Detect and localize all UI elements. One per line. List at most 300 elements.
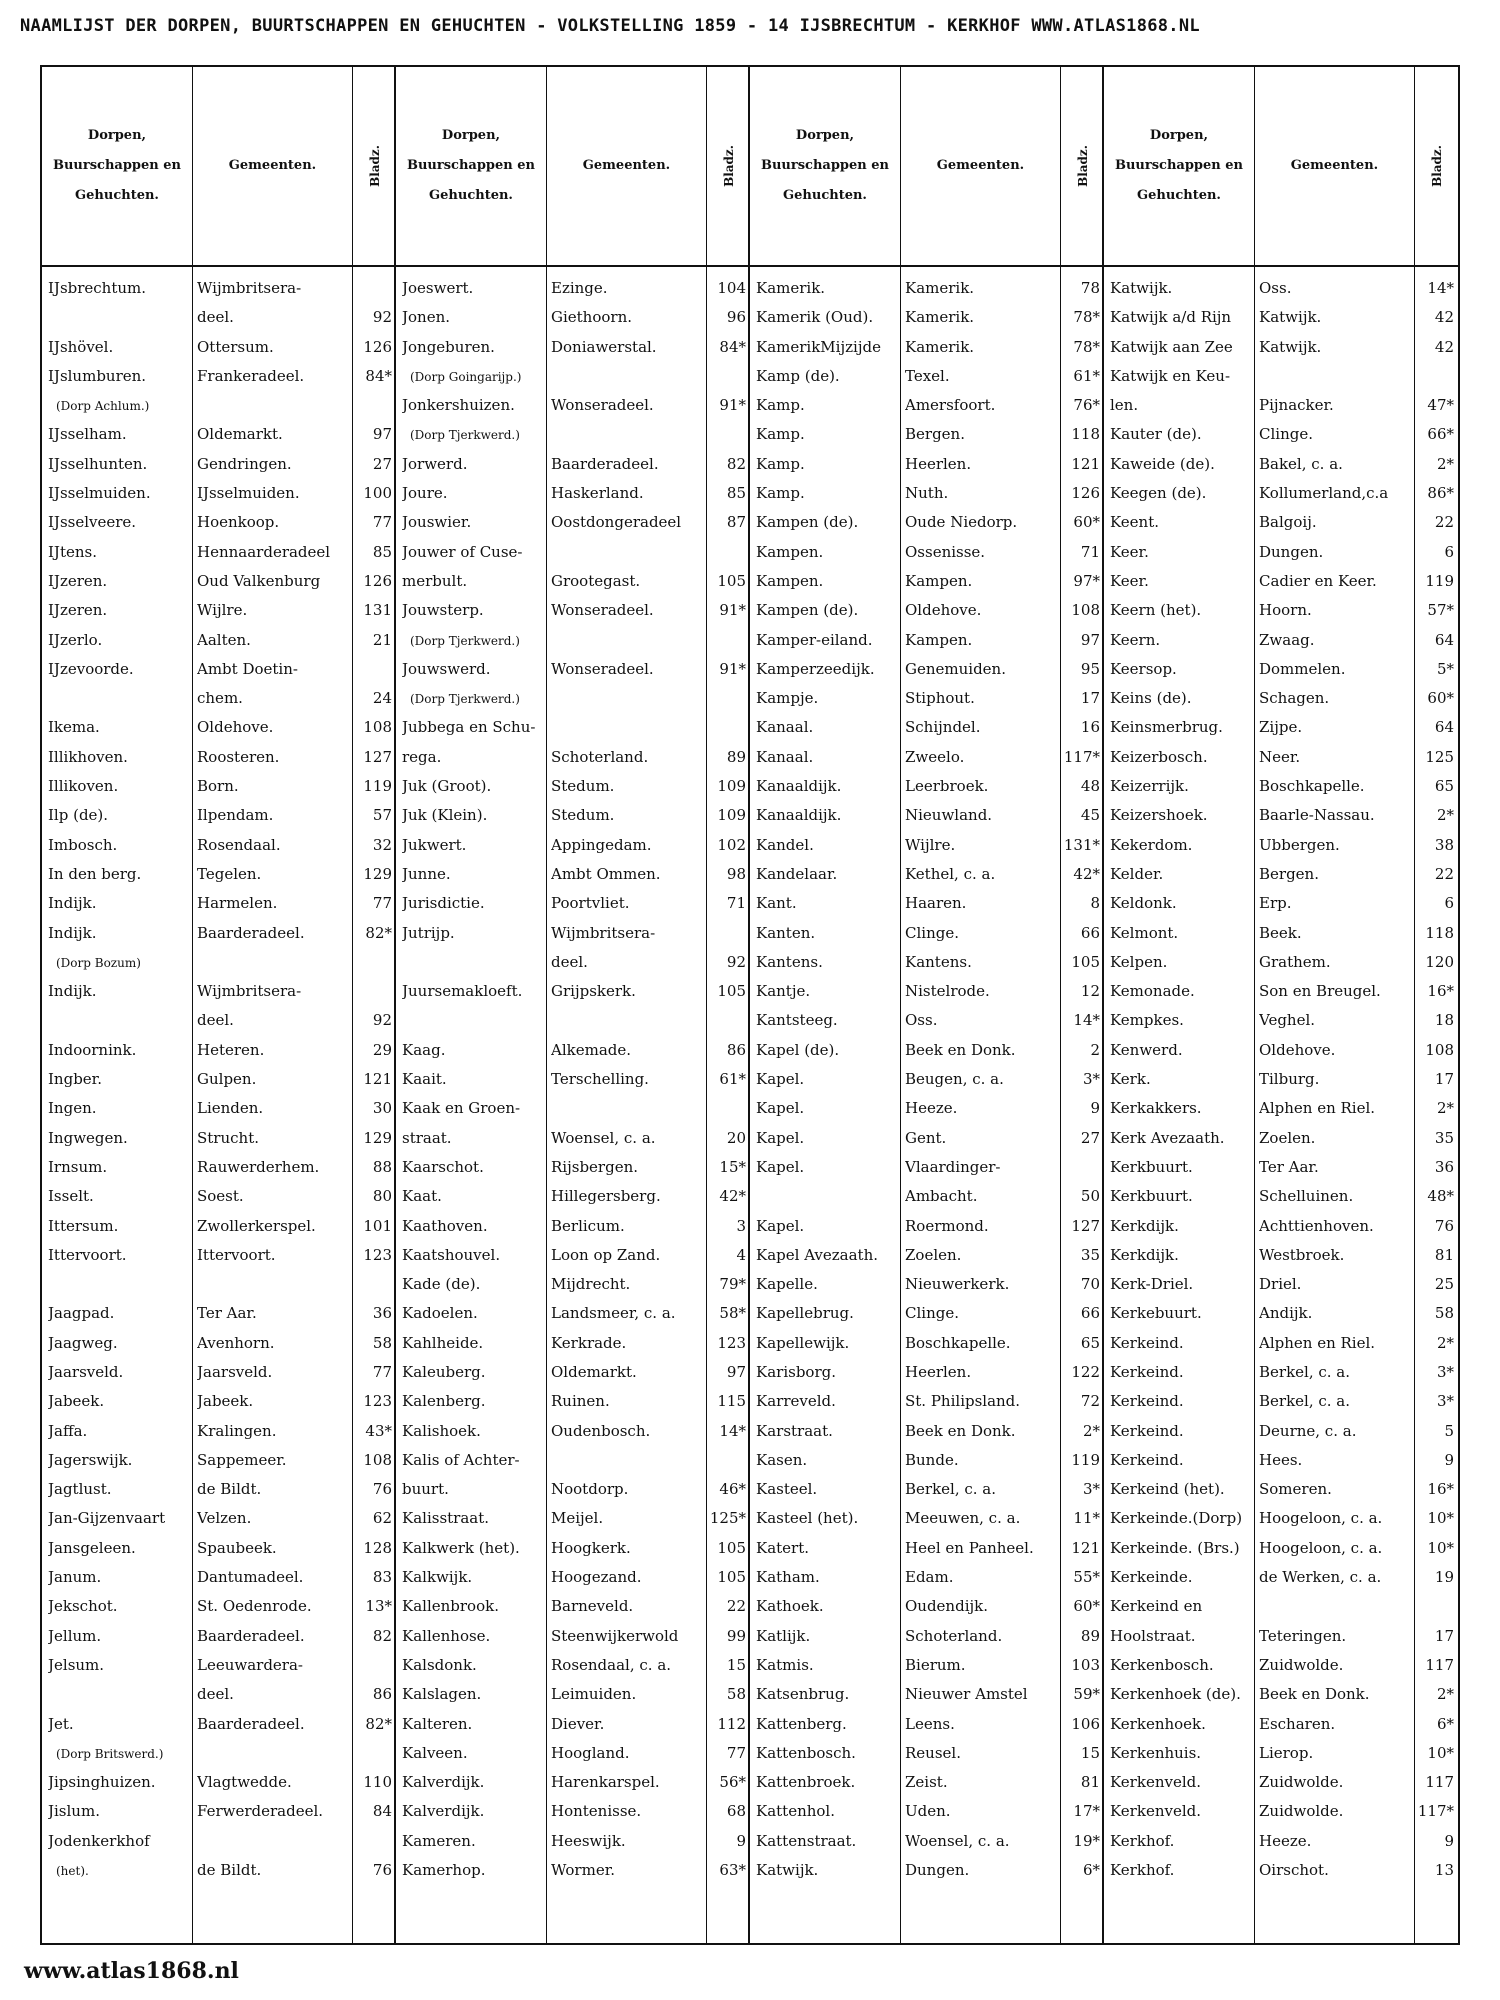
- table-row: [396, 804, 748, 833]
- place-name: Kerkeind (het).: [1110, 1480, 1225, 1499]
- municipality-name: Rosendaal.: [197, 835, 281, 854]
- place-name: Kerkbuurt.: [1110, 1157, 1193, 1176]
- municipality-name: Wijmbritsera-: [197, 279, 302, 297]
- page-number: 71: [726, 894, 746, 913]
- page-number: 71: [1080, 542, 1100, 561]
- page-number: 63*: [719, 1861, 746, 1880]
- table-row: [396, 1566, 748, 1595]
- place-name: Katwijk.: [756, 1861, 819, 1880]
- municipality-name: Oss.: [905, 1011, 938, 1030]
- table-row: [396, 1009, 748, 1038]
- page-number: 125*: [709, 1509, 746, 1528]
- table-row: [750, 1097, 1102, 1126]
- municipality-name: Genemuiden.: [905, 659, 1006, 678]
- table-row: [42, 1830, 394, 1859]
- municipality-name: Terschelling.: [551, 1070, 649, 1089]
- municipality-name: IJsselmuiden.: [197, 484, 300, 503]
- table-row: [1104, 1039, 1458, 1068]
- municipality-name: Schoterland.: [551, 747, 649, 766]
- municipality-name: Hoogeloon, c. a.: [1259, 1538, 1383, 1557]
- page-number: 47*: [1427, 396, 1454, 415]
- place-name: Jislum.: [48, 1802, 100, 1821]
- place-name: Illikhoven.: [48, 747, 128, 766]
- place-name: Ittersum.: [48, 1216, 119, 1235]
- municipality-name: Veghel.: [1259, 1011, 1316, 1030]
- municipality-name: Schelluinen.: [1259, 1187, 1354, 1206]
- municipality-name: Alkemade.: [551, 1040, 632, 1059]
- place-name: Keizerbosch.: [1110, 747, 1208, 766]
- page-number: 121: [363, 1070, 392, 1089]
- page-number: 15: [1080, 1743, 1100, 1762]
- table-row: [750, 1859, 1102, 1888]
- page-number: 56*: [719, 1773, 746, 1792]
- place-name: Kerkeind.: [1110, 1421, 1184, 1440]
- page-number: 25: [1434, 1275, 1454, 1294]
- municipality-name: St. Oedenrode.: [197, 1597, 312, 1616]
- page-number: 18: [1434, 1011, 1454, 1030]
- municipality-name: Oldemarkt.: [197, 425, 283, 444]
- table-row: [750, 746, 1102, 775]
- municipality-name: Avenhorn.: [197, 1333, 275, 1352]
- table-row: [42, 1654, 394, 1683]
- place-name: Kathoek.: [756, 1597, 824, 1616]
- page-number: 21: [372, 630, 392, 649]
- municipality-name: Grijpskerk.: [551, 982, 636, 1001]
- place-name: Kasen.: [756, 1450, 808, 1469]
- place-name: Jouswier.: [402, 513, 472, 532]
- page-number: 117: [1425, 1655, 1454, 1674]
- table-row: [750, 1800, 1102, 1829]
- place-name: Kerkdijk.: [1110, 1245, 1179, 1264]
- table-row: [750, 1537, 1102, 1566]
- column-group: [396, 67, 750, 1943]
- place-name: Jagtlust.: [48, 1480, 112, 1499]
- page-number: 105: [717, 1568, 746, 1587]
- page-number: 77: [372, 1362, 392, 1381]
- place-name: Jipsinghuizen.: [48, 1773, 156, 1792]
- page-number: 78*: [1073, 308, 1100, 327]
- page-number: 66: [1080, 1304, 1100, 1323]
- municipality-name: Barneveld.: [551, 1597, 634, 1616]
- page-number: 105: [717, 571, 746, 590]
- table-row: [1104, 1332, 1458, 1361]
- table-row: [1104, 1068, 1458, 1097]
- page-number: 84*: [365, 366, 392, 385]
- municipality-name: Doniawerstal.: [551, 337, 657, 356]
- municipality-name: Hennaarderadeel: [197, 542, 331, 561]
- place-name: Irnsum.: [48, 1157, 108, 1176]
- table-row: [396, 511, 748, 540]
- page-number: 17: [1080, 689, 1100, 708]
- table-row: [1104, 306, 1458, 335]
- place-name: Jan-Gijzenvaart: [48, 1509, 166, 1528]
- place-name: Ilp (de).: [48, 806, 109, 825]
- header-page-label: Bladz.: [721, 145, 736, 187]
- municipality-name: Beek en Donk.: [1259, 1685, 1370, 1704]
- table-row: [396, 834, 748, 863]
- header-page: [1414, 67, 1458, 265]
- table-row: [1104, 892, 1458, 921]
- table-row: [396, 922, 748, 951]
- municipality-name: Ottersum.: [197, 337, 274, 356]
- place-name: Junne.: [402, 864, 451, 883]
- municipality-name: Soest.: [197, 1187, 244, 1206]
- table-row: [750, 629, 1102, 658]
- page-number: 64: [1434, 630, 1454, 649]
- municipality-name: Woensel, c. a.: [905, 1831, 1010, 1850]
- place-name: Kamper-eiland.: [756, 630, 873, 649]
- place-name: Kekerdom.: [1110, 835, 1193, 854]
- page-number: 70: [1080, 1275, 1100, 1294]
- table-row: [396, 658, 748, 687]
- municipality-name: Giethoorn.: [551, 308, 633, 327]
- page-number: 3*: [1436, 1362, 1454, 1381]
- table-row: [750, 1449, 1102, 1478]
- municipality-name: Ilpendam.: [197, 806, 274, 825]
- municipality-name: Oude Niedorp.: [905, 513, 1018, 532]
- table-row: [750, 1009, 1102, 1038]
- place-name: Keer.: [1110, 571, 1149, 590]
- place-name: Kapellewijk.: [756, 1333, 850, 1352]
- place-name: Kaak en Groen-: [402, 1099, 521, 1118]
- page-number: 17*: [1073, 1802, 1100, 1821]
- municipality-name: Westbroek.: [1259, 1245, 1345, 1264]
- table-row: [42, 1713, 394, 1742]
- table-row: [1104, 1625, 1458, 1654]
- place-name: Kamp.: [756, 425, 805, 444]
- table-row: [750, 1273, 1102, 1302]
- place-name: Jabeek.: [48, 1392, 105, 1411]
- table-row: [396, 1742, 748, 1771]
- column-header: [750, 67, 1102, 267]
- page-number: 89: [726, 747, 746, 766]
- municipality-name: Hoogkerk.: [551, 1538, 631, 1557]
- municipality-name: Heeze.: [1259, 1831, 1312, 1850]
- page-number: 76*: [1073, 396, 1100, 415]
- place-name: Kerkenhoek.: [1110, 1714, 1206, 1733]
- table-row: [1104, 1830, 1458, 1859]
- table-row: [396, 1390, 748, 1419]
- municipality-name: Sappemeer.: [197, 1450, 287, 1469]
- page-number: 50: [1080, 1187, 1100, 1206]
- place-name: Hoolstraat.: [1110, 1626, 1196, 1645]
- header-municipality: [900, 67, 1060, 265]
- place-name: Jaarsveld.: [48, 1362, 124, 1381]
- municipality-name: Ter Aar.: [1259, 1157, 1319, 1176]
- place-name: Kanten.: [756, 923, 816, 942]
- table-row: [750, 1595, 1102, 1624]
- municipality-name: Wijlre.: [197, 601, 248, 620]
- page-number: 58*: [719, 1304, 746, 1323]
- place-name: Kandel.: [756, 835, 814, 854]
- place-name: IJshövel.: [48, 337, 114, 356]
- place-name: Kalkwijk.: [402, 1568, 473, 1587]
- place-name: IJsselhunten.: [48, 454, 148, 473]
- place-name: Kamerhop.: [402, 1861, 486, 1880]
- municipality-name: Kamerik.: [905, 308, 975, 327]
- municipality-name: Berkel, c. a.: [1259, 1392, 1351, 1411]
- municipality-name: Baarle-Nassau.: [1259, 806, 1375, 825]
- page-number: 2*: [1436, 806, 1454, 825]
- place-name: Jellum.: [48, 1626, 102, 1645]
- table-row: [42, 658, 394, 687]
- municipality-name: Kollumerland,c.a: [1259, 484, 1389, 503]
- table-row: [396, 980, 748, 1009]
- municipality-name: Heeze.: [905, 1099, 958, 1118]
- place-name: Katwijk a/d Rijn: [1110, 308, 1232, 327]
- table-row: [42, 1039, 394, 1068]
- header-municipality: [546, 67, 706, 265]
- page-number: 91*: [719, 659, 746, 678]
- page-number: 98: [726, 864, 746, 883]
- municipality-name: Oud Valkenburg: [197, 571, 321, 590]
- place-name: Kerk-Driel.: [1110, 1275, 1194, 1294]
- table-row: [396, 1830, 748, 1859]
- municipality-name: Kampen.: [905, 630, 973, 649]
- page-number: 85: [726, 484, 746, 503]
- place-name: Kahlheide.: [402, 1333, 484, 1352]
- page-number: 58: [726, 1685, 746, 1704]
- municipality-name: Heerlen.: [905, 1362, 972, 1381]
- table-row: [396, 716, 748, 745]
- municipality-name: Clinge.: [905, 923, 959, 942]
- page-number: 3: [736, 1216, 746, 1235]
- place-name: Kalsdonk.: [402, 1655, 477, 1674]
- place-name: Keins (de).: [1110, 689, 1192, 708]
- page-number: 16: [1080, 718, 1100, 737]
- page-number: 6*: [1436, 1714, 1454, 1733]
- table-row: [750, 1127, 1102, 1156]
- place-name: Katwijk.: [1110, 279, 1173, 297]
- table-row: [42, 1683, 394, 1712]
- place-name: Janum.: [48, 1568, 102, 1587]
- table-row: [42, 482, 394, 511]
- municipality-name: Haaren.: [905, 894, 967, 913]
- place-name: Kallenhose.: [402, 1626, 491, 1645]
- table-row: [42, 1302, 394, 1331]
- table-row: [396, 1654, 748, 1683]
- place-name: Jouwswerd.: [402, 659, 491, 678]
- municipality-name: Roosteren.: [197, 747, 280, 766]
- place-name: Kampen.: [756, 571, 824, 590]
- table-row: [396, 365, 748, 394]
- place-name: Kapel.: [756, 1216, 805, 1235]
- page-number: 101: [363, 1216, 392, 1235]
- page-number: 61*: [719, 1070, 746, 1089]
- page-number: 22: [726, 1597, 746, 1616]
- header-page-label: Bladz.: [1075, 145, 1090, 187]
- table-row: [42, 570, 394, 599]
- municipality-name: Loon op Zand.: [551, 1245, 661, 1264]
- page-number: 10*: [1427, 1509, 1454, 1528]
- page-number: 9: [1444, 1450, 1454, 1469]
- municipality-name: Oudendijk.: [905, 1597, 989, 1616]
- page-number: 105: [717, 1538, 746, 1557]
- place-name: Karisborg.: [756, 1362, 836, 1381]
- page-number: 87: [726, 513, 746, 532]
- municipality-name: Nistelrode.: [905, 982, 990, 1001]
- table-row: [1104, 423, 1458, 452]
- page-number: 96: [726, 308, 746, 327]
- place-name: Kerkeind.: [1110, 1392, 1184, 1411]
- municipality-name: Nieuwer Amstel: [905, 1685, 1028, 1704]
- table-row: [42, 1390, 394, 1419]
- table-row: [1104, 541, 1458, 570]
- page-number: 83: [372, 1568, 392, 1587]
- table-row: [1104, 1566, 1458, 1595]
- register-table: [40, 65, 1460, 1945]
- table-row: [750, 1625, 1102, 1654]
- place-name: Jekschot.: [48, 1597, 118, 1616]
- column-group: [42, 67, 396, 1943]
- municipality-name: Meeuwen, c. a.: [905, 1509, 1021, 1528]
- table-row: [1104, 570, 1458, 599]
- municipality-name: Bergen.: [1259, 864, 1319, 883]
- table-row: [42, 1507, 394, 1536]
- place-name: Jubbega en Schu-: [402, 718, 536, 737]
- municipality-name: Heteren.: [197, 1040, 265, 1059]
- page-number: 76: [372, 1480, 392, 1499]
- municipality-name: Dungen.: [1259, 542, 1324, 561]
- page-number: 97*: [1073, 571, 1100, 590]
- page-number: 126: [1071, 484, 1100, 503]
- page-number: 13: [1434, 1861, 1454, 1880]
- table-row: [396, 775, 748, 804]
- table-row: [42, 687, 394, 716]
- page-number: 3*: [1082, 1480, 1100, 1499]
- table-row: [396, 1859, 748, 1888]
- table-row: [1104, 951, 1458, 980]
- page-number: 12: [1080, 982, 1100, 1001]
- table-row: [1104, 511, 1458, 540]
- header-place-label: Dorpen, Buurschappen en Gehuchten.: [1114, 128, 1243, 203]
- municipality-name: Jabeek.: [197, 1392, 254, 1411]
- table-row: [1104, 1683, 1458, 1712]
- table-row: [396, 1097, 748, 1126]
- page-number: 66: [1080, 923, 1100, 942]
- place-name: Keersop.: [1110, 659, 1177, 678]
- table-row: [396, 1713, 748, 1742]
- table-row: [396, 1127, 748, 1156]
- place-name: Kaag.: [402, 1040, 446, 1059]
- municipality-name: Heerlen.: [905, 454, 972, 473]
- table-row: [396, 1185, 748, 1214]
- table-row: [1104, 1800, 1458, 1829]
- municipality-name: Zwollerkerspel.: [197, 1216, 316, 1235]
- municipality-name: Leimuiden.: [551, 1685, 637, 1704]
- table-row: [396, 863, 748, 892]
- header-place: [396, 67, 546, 265]
- place-name: Kauter (de).: [1110, 425, 1202, 444]
- municipality-name: Edam.: [905, 1568, 954, 1587]
- table-row: [42, 834, 394, 863]
- place-name: (Dorp Goingarijp.): [410, 369, 522, 384]
- table-row: [396, 1156, 748, 1185]
- municipality-name: Harmelen.: [197, 894, 278, 913]
- municipality-name: Bergen.: [905, 425, 965, 444]
- municipality-name: Leens.: [905, 1714, 955, 1733]
- municipality-name: Oldehove.: [1259, 1040, 1336, 1059]
- table-row: [750, 951, 1102, 980]
- table-row: [750, 277, 1102, 306]
- municipality-name: Wormer.: [551, 1861, 615, 1880]
- page-number: 105: [1071, 952, 1100, 971]
- place-name: Ingber.: [48, 1070, 102, 1089]
- table-row: [1104, 687, 1458, 716]
- place-name: Kaat.: [402, 1187, 442, 1206]
- table-row: [1104, 834, 1458, 863]
- place-name: Kaatshouvel.: [402, 1245, 501, 1264]
- place-name: Kerk Avezaath.: [1110, 1128, 1225, 1147]
- table-row: [396, 1273, 748, 1302]
- table-row: [42, 1097, 394, 1126]
- header-page-label: Bladz.: [1429, 145, 1444, 187]
- municipality-name: Kethel, c. a.: [905, 864, 996, 883]
- header-page: [706, 67, 750, 265]
- page-number: 17: [1434, 1626, 1454, 1645]
- table-row: [1104, 1244, 1458, 1273]
- place-name: Jaffa.: [48, 1421, 88, 1440]
- municipality-name: Bierum.: [905, 1655, 966, 1674]
- table-row: [396, 1625, 748, 1654]
- municipality-name: Berlicum.: [551, 1216, 625, 1235]
- page-number: 8: [1090, 894, 1100, 913]
- table-row: [396, 1478, 748, 1507]
- page-number: 97: [372, 425, 392, 444]
- municipality-name: Stedum.: [551, 806, 615, 825]
- table-row: [42, 922, 394, 951]
- municipality-name: St. Philipsland.: [905, 1392, 1021, 1411]
- table-row: [1104, 1097, 1458, 1126]
- page-number: 97: [1080, 630, 1100, 649]
- place-name: KamerikMijzijde: [756, 337, 881, 356]
- table-row: [42, 1771, 394, 1800]
- table-row: [750, 658, 1102, 687]
- table-row: [750, 1039, 1102, 1068]
- municipality-name: Leeuwardera-: [197, 1655, 303, 1674]
- table-row: [1104, 746, 1458, 775]
- header-place-label: Dorpen, Buurschappen en Gehuchten.: [406, 128, 535, 203]
- header-place: [750, 67, 900, 265]
- place-name: Kamerik.: [756, 279, 826, 297]
- table-row: [42, 1742, 394, 1771]
- place-name: Kameren.: [402, 1831, 476, 1850]
- table-row: [1104, 1507, 1458, 1536]
- table-row: [42, 1068, 394, 1097]
- place-name: Kanaal.: [756, 718, 814, 737]
- municipality-name: Oostdongeradeel: [551, 513, 682, 532]
- table-row: [42, 1859, 394, 1888]
- place-name: Kalslagen.: [402, 1685, 482, 1704]
- table-row: [396, 1420, 748, 1449]
- municipality-name: Nuth.: [905, 484, 949, 503]
- place-name: Jouwer of Cuse-: [402, 542, 523, 561]
- table-row: [1104, 336, 1458, 365]
- table-row: [1104, 482, 1458, 511]
- place-name: Keern (het).: [1110, 601, 1202, 620]
- municipality-name: Wijmbritsera-: [551, 923, 656, 942]
- place-name: Kallenbrook.: [402, 1597, 499, 1616]
- municipality-name: Vlagtwedde.: [197, 1773, 292, 1792]
- page-number: 6: [1444, 894, 1454, 913]
- table-row: [42, 1420, 394, 1449]
- place-name: Kattenberg.: [756, 1714, 847, 1733]
- place-name: Kerkeind.: [1110, 1362, 1184, 1381]
- table-row: [1104, 1537, 1458, 1566]
- place-name: Indoornink.: [48, 1040, 137, 1059]
- place-name: Kandelaar.: [756, 864, 838, 883]
- table-row: [42, 365, 394, 394]
